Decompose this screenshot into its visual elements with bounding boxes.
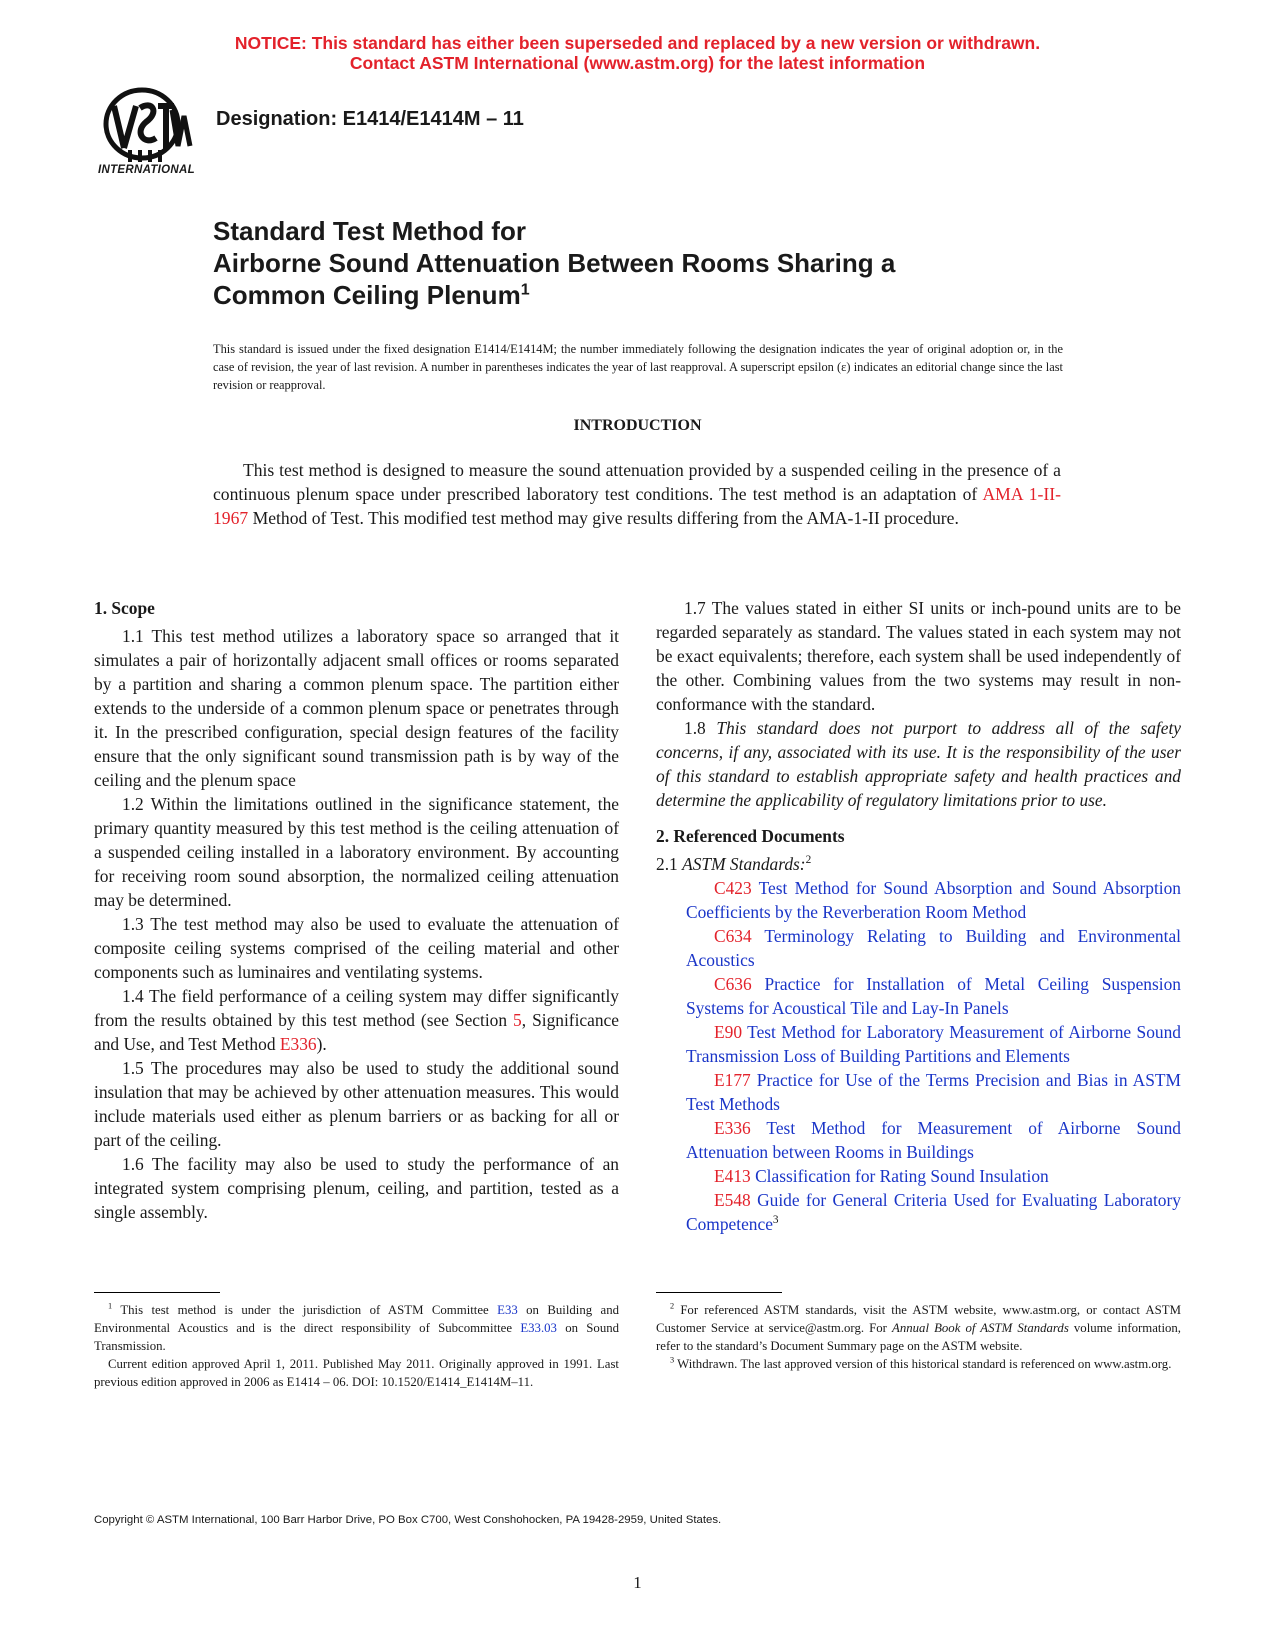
reference-code-link[interactable]: C634	[714, 926, 752, 946]
reference-code-link[interactable]: C423	[714, 878, 752, 898]
e336-link[interactable]: E336	[279, 1034, 317, 1054]
reference-item	[656, 1188, 1181, 1236]
para-1-7: 1.7 The values stated in either SI units or inch-pound units are to be regarded separately as standard. The values stated in each system may not be exact equivalents; therefore, each system shall be used independently of the other. Combining values from the two systems may result in non-conformance with the standard.	[656, 598, 1181, 714]
footnote-1-edition: Current edition approved April 1, 2011. Published May 2011. Originally approved in 1991. Last previous edition approved in 2006 as E1414 – 06. DOI: 10.1520/E1414_E1414M–11.	[94, 1357, 619, 1389]
sub-num: 2.1	[656, 854, 683, 874]
reference-code-link[interactable]: E90	[714, 1022, 743, 1042]
para-1-4-b: , Significance and Use, and Test Method	[94, 1010, 619, 1054]
para-1-1: 1.1 This test method utilizes a laboratory space so arranged that it simulates a pair of horizontally adjacent small offices or rooms separated by a partition and sharing a common plenum space. The partition either extends to the underside of a common plenum space or penetrates through it. In the prescribed configuration, special design features of the facility ensure that the only significant sound transmission path is by way of the ceiling and the plenum space	[94, 626, 619, 790]
astm-logo	[94, 86, 200, 182]
reference-title-link[interactable]: Practice for Installation of Metal Ceiling Suspension Systems for Acoustical Tile and Lay-In Panels	[686, 974, 1181, 1018]
para-1-4-a: 1.4 The field performance of a ceiling system may differ significantly from the results obtained by this test method (see Section	[94, 986, 619, 1030]
reference-item	[656, 924, 1181, 972]
scope-heading: 1. Scope	[94, 598, 155, 618]
sub-footnote-ref[interactable]: 2	[805, 854, 812, 867]
sub-text: ASTM Standards:	[682, 854, 806, 874]
fn1-text-c: on Sound Transmission.	[94, 1321, 620, 1353]
footnotes-left	[94, 1292, 619, 1391]
notice-line-2: Contact ASTM International (www.astm.org) for the latest information	[349, 53, 926, 73]
reference-code-link[interactable]: E548	[714, 1190, 751, 1210]
left-column	[94, 596, 619, 1224]
footnote-rule-left	[94, 1292, 220, 1293]
reference-item	[656, 876, 1181, 924]
para-1-8-text: This standard does not purport to address all of the safety concerns, if any, associated with its use. It is the responsibility of the user of this standard to establish appropriate safety and health practices and determine the applicability of regulatory limitations prior to use.	[656, 718, 1182, 810]
page-number: 1	[633, 1573, 642, 1592]
introduction-text	[213, 458, 1061, 530]
fn2-text-a: For referenced ASTM standards, visit the ASTM website, www.astm.org, or contact ASTM Customer Service at service@astm.org. For	[656, 1303, 1181, 1335]
reference-title-link[interactable]: Terminology Relating to Building and Environmental Acoustics	[686, 926, 1181, 970]
title-line-1: Standard Test Method for	[213, 216, 526, 246]
reference-title-link[interactable]: Test Method for Laboratory Measurement of Airborne Sound Transmission Loss of Building Partitions and Elements	[686, 1022, 1181, 1066]
fn2-em: Annual Book of ASTM Standards	[892, 1321, 1069, 1335]
title-line-3	[213, 279, 1113, 311]
section-5-link[interactable]: 5	[513, 1010, 522, 1030]
fn1-marker: 1	[108, 1301, 113, 1311]
reference-list	[656, 876, 1181, 1236]
reference-title-link[interactable]: Practice for Use of the Terms Precision and Bias in ASTM Test Methods	[686, 1070, 1181, 1114]
reference-code-link[interactable]: E177	[714, 1070, 751, 1090]
designation: Designation: E1414/E1414M – 11	[216, 108, 524, 130]
intro-text-before: This test method is designed to measure the sound attenuation provided by a suspended ceiling in the presence of a continuous plenum space under prescribed laboratory test conditions. The test method is an adaptation of	[213, 460, 1061, 504]
introduction-heading: INTRODUCTION	[573, 417, 702, 434]
footnote-3	[656, 1355, 1181, 1373]
fn3-text: Withdrawn. The last approved version of this historical standard is referenced on www.astm.org.	[674, 1357, 1172, 1371]
reference-code-link[interactable]: E336	[714, 1118, 751, 1138]
fn3-marker: 3	[670, 1355, 675, 1365]
reference-code-link[interactable]: C636	[714, 974, 752, 994]
reference-footnote-ref[interactable]: 3	[772, 1214, 779, 1227]
reference-item	[656, 1020, 1181, 1068]
title-line-3-text: Common Ceiling Plenum	[213, 280, 521, 310]
fn1-text-b: on Building and Environmental Acoustics and is the direct responsibility of Subcommittee	[94, 1303, 619, 1335]
footnote-2	[656, 1301, 1181, 1355]
e33-link[interactable]: E33	[497, 1303, 518, 1317]
title-line-2: Airborne Sound Attenuation Between Rooms Sharing a	[213, 248, 896, 278]
footnote-rule-right	[656, 1292, 782, 1293]
referenced-documents-heading: 2. Referenced Documents	[656, 826, 845, 846]
para-1-6: 1.6 The facility may also be used to study the performance of an integrated system comprising plenum, ceiling, and partition, tested as a single assembly.	[94, 1154, 619, 1222]
intro-text-after: Method of Test. This modified test method may give results differing from the AMA-1-II procedure.	[248, 508, 959, 528]
para-1-3: 1.3 The test method may also be used to evaluate the attenuation of composite ceiling systems comprised of the ceiling material and other components such as luminaires and ventilating systems.	[94, 914, 619, 982]
para-1-4-c: ).	[316, 1034, 327, 1054]
notice-line-1: NOTICE: This standard has either been superseded and replaced by a new version or withdrawn.	[234, 33, 1041, 53]
astm-standards-subheading	[656, 852, 1181, 876]
para-1-8-num: 1.8	[684, 718, 717, 738]
reference-item	[656, 1068, 1181, 1116]
para-1-5: 1.5 The procedures may also be used to study the additional sound insulation that may be achieved by other attenuation measures. This would include materials used either as plenum barriers or as backing for all or part of the ceiling.	[94, 1058, 619, 1150]
reference-title-link[interactable]: Test Method for Sound Absorption and Sound Absorption Coefficients by the Reverberation Room Method	[686, 878, 1181, 922]
ama-link[interactable]: AMA 1-II-1967	[213, 484, 1061, 528]
fn1-text-a: This test method is under the jurisdiction of ASTM Committee	[112, 1303, 498, 1317]
fn2-marker: 2	[670, 1301, 675, 1311]
reference-item	[656, 972, 1181, 1020]
superseded-notice	[0, 33, 1275, 73]
title-footnote-ref[interactable]: 1	[520, 281, 530, 299]
para-1-8	[656, 716, 1181, 812]
para-1-4	[94, 984, 619, 1056]
e3303-link[interactable]: E33.03	[520, 1321, 557, 1335]
issued-statement: This standard is issued under the fixed designation E1414/E1414M; the number immediately following the designation indicates the year of original adoption or, in the case of revision, the year of last revision. A number in parentheses indicates the year of last reapproval. A superscript epsilon (ε) indicates an editorial change since the last revision or reapproval.	[213, 342, 1063, 392]
reference-item	[656, 1164, 1181, 1188]
footnotes-right	[656, 1292, 1181, 1373]
fn2-text-b: volume information, refer to the standard’s Document Summary page on the ASTM website.	[656, 1321, 1181, 1353]
reference-code-link[interactable]: E413	[714, 1166, 751, 1186]
logo-international-text: INTERNATIONAL	[98, 164, 195, 176]
copyright: Copyright © ASTM International, 100 Barr Harbor Drive, PO Box C700, West Conshohocken, PA 19428-2959, United States.	[94, 1514, 722, 1526]
reference-title-link[interactable]: Test Method for Measurement of Airborne Sound Attenuation between Rooms in Buildings	[686, 1118, 1181, 1162]
right-column	[656, 596, 1181, 1236]
reference-title-link[interactable]: Classification for Rating Sound Insulation	[755, 1166, 1049, 1186]
footnote-1	[94, 1301, 619, 1355]
para-1-2: 1.2 Within the limitations outlined in the significance statement, the primary quantity measured by this test method is the ceiling attenuation of a suspended ceiling installed in a laboratory environment. By accounting for receiving room sound absorption, the normalized ceiling attenuation may be determined.	[94, 794, 619, 910]
reference-title-link[interactable]: Guide for General Criteria Used for Evaluating Laboratory Competence	[686, 1190, 1181, 1234]
document-title	[213, 215, 1113, 311]
reference-item	[656, 1116, 1181, 1164]
